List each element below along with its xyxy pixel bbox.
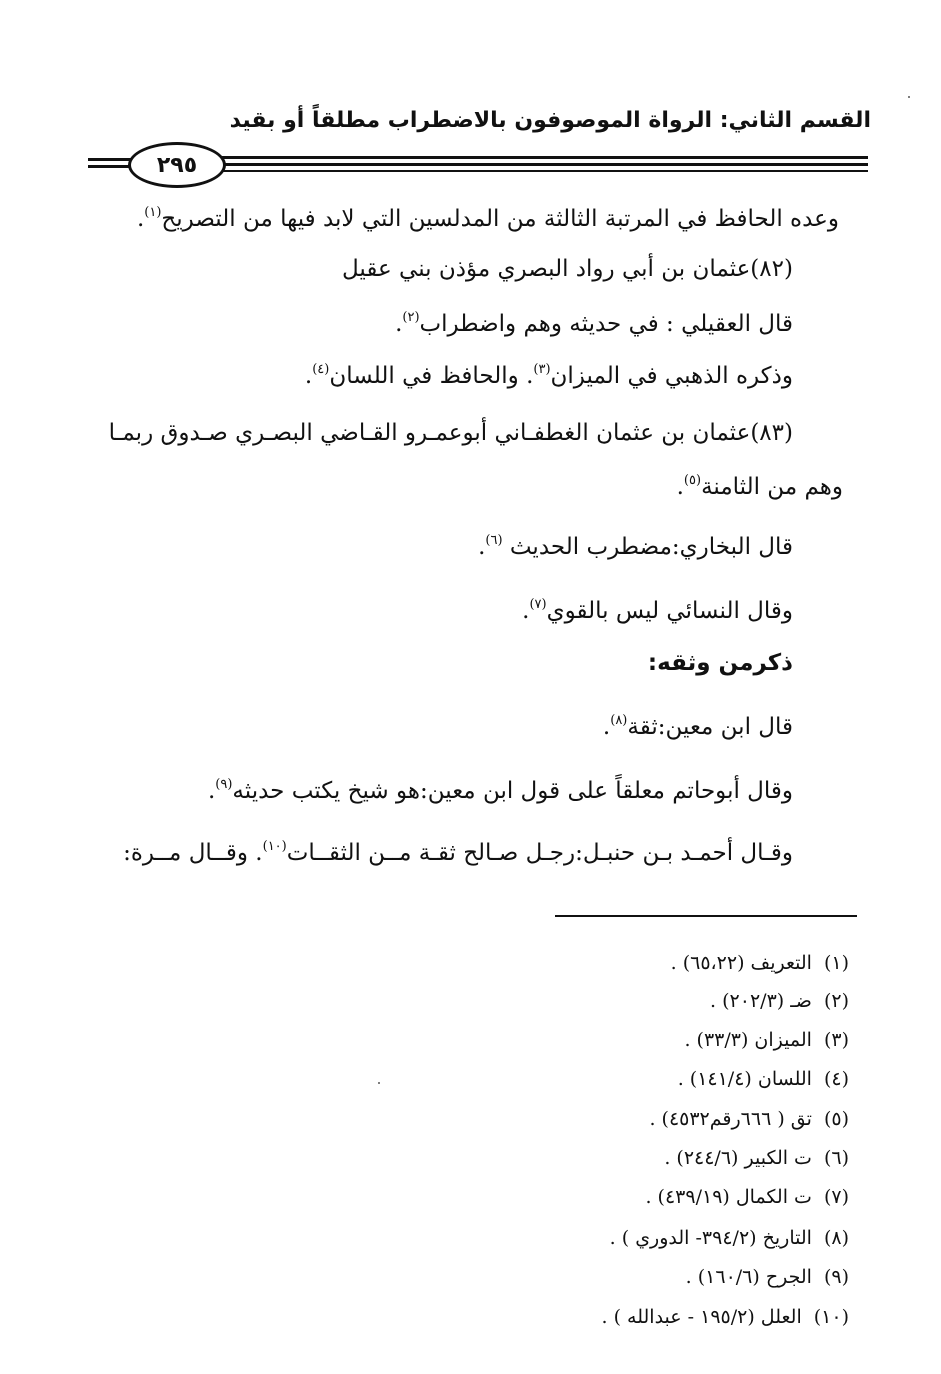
- body-line-11: [208, 770, 793, 806]
- body-line-1: [137, 198, 839, 234]
- footnote-text: الميزان (٣٣/٣) .: [684, 1029, 812, 1051]
- header-rule-left-bottom: [88, 165, 132, 168]
- body-line-text: وذكره الذهبي في الميزان: [550, 363, 793, 389]
- footnote-ref: (١٠): [262, 839, 287, 854]
- footnote-text: ضـ (٢٠٢/٣) .: [710, 990, 812, 1012]
- footnote-text: التعريف (٦٥،٢٢) .: [670, 952, 812, 974]
- footnote-6: [664, 1145, 849, 1171]
- footnote-text: تق ( ٦٦٦رقم٤٥٣٢) .: [649, 1108, 812, 1130]
- body-line-tail: . وقــال مــرة:: [123, 840, 263, 866]
- body-line-tail: .: [136, 206, 145, 232]
- section-heading-text: ذكرمن وثقه:: [647, 650, 793, 676]
- header-rule-left-top: [88, 158, 132, 161]
- body-line-tail: .: [676, 474, 684, 500]
- body-line-12: [123, 832, 793, 868]
- footnote-number: (٥): [823, 1108, 849, 1130]
- footnote-number: (٣): [823, 1029, 849, 1051]
- scan-speck: [378, 1082, 380, 1084]
- body-line-text: قال ابن معين:ثقة: [627, 714, 793, 740]
- body-line-tail: . والحافظ في اللسان: [329, 363, 534, 389]
- footnote-ref: (٢): [402, 310, 420, 325]
- footnote-number: (٦): [823, 1147, 849, 1169]
- body-line-4: [305, 355, 793, 391]
- body-line-10: [603, 706, 793, 742]
- section-heading: [648, 648, 793, 678]
- footnote-3: [684, 1027, 849, 1053]
- footnote-text: التاريخ (٣٩٤/٢- الدوري ) .: [609, 1227, 812, 1249]
- footnote-number: (٨): [823, 1227, 849, 1249]
- body-line-text: (٨٣)عثمان بن عثمان الغطفـاني أبوعمـرو القـاضي البصـري صـدوق ربمـا: [108, 420, 793, 446]
- footnote-10: [602, 1304, 850, 1330]
- body-line-tail: .: [395, 311, 403, 337]
- footnote-number: (٩): [823, 1266, 849, 1288]
- footnote-ref: (٩): [215, 777, 233, 792]
- body-line-text: قال البخاري:مضطرب الحديث: [502, 534, 793, 560]
- footnote-9: [686, 1264, 849, 1290]
- body-line-tail: .: [304, 363, 313, 389]
- body-line-tail: .: [522, 598, 530, 624]
- footnote-text: ت الكمال (٤٣٩/١٩) .: [645, 1186, 812, 1208]
- footnote-ref: (١): [144, 205, 162, 220]
- footnote-text: ت الكبير (٢٤٤/٦) .: [664, 1147, 812, 1169]
- footnote-text: الجرح (١٦٠/٦) .: [685, 1266, 812, 1288]
- body-line-text: وقال النسائي ليس بالقوي: [546, 598, 793, 624]
- footnote-4: [678, 1066, 849, 1092]
- body-line-2: [342, 254, 793, 284]
- body-line-text: وهم من الثامنة: [701, 474, 843, 500]
- body-line-tail: .: [602, 714, 611, 740]
- body-line-8: [522, 590, 793, 626]
- footnote-7: [645, 1184, 849, 1210]
- body-line-3: [395, 303, 793, 339]
- footnote-ref: (٥): [683, 473, 702, 488]
- running-header-title: القسم الثاني: الرواة الموصوفون بالاضطراب مطلقاً أو بقيد: [229, 108, 871, 133]
- footnote-text: العلل (١٩٥/٢ - عبدالله ) .: [601, 1306, 802, 1328]
- header-rule-right-middle: [220, 163, 868, 166]
- body-line-7: [478, 526, 793, 562]
- footnote-number: (٧): [823, 1186, 849, 1208]
- body-line-tail: .: [478, 534, 486, 560]
- footnote-1: [671, 950, 849, 976]
- scan-speck: [908, 96, 910, 98]
- body-line-text: وقال أبوحاتم معلقاً على قول ابن معين:هو شيخ يكتب حديثه: [232, 778, 793, 804]
- footnote-ref: (٧): [529, 597, 547, 612]
- footnote-8: [610, 1225, 849, 1251]
- footnote-ref: (٣): [533, 362, 551, 377]
- footnote-2: [710, 988, 849, 1014]
- body-line-text: (٨٢)عثمان بن أبي رواد البصري مؤذن بني عقيل: [342, 256, 793, 282]
- header-rule-right-bottom: [220, 170, 868, 172]
- footnote-ref: (٦): [485, 533, 503, 548]
- body-line-tail: .: [207, 778, 216, 804]
- body-line-text: قال العقيلي : في حديثه وهم واضطراب: [419, 311, 793, 337]
- page-number: ٢٩٥: [128, 142, 226, 188]
- footnote-ref: (٤): [312, 362, 330, 377]
- body-line-6: [677, 466, 843, 502]
- footnote-text: اللسان (١٤١/٤) .: [677, 1068, 812, 1090]
- body-line-text: وقـال أحمـد بـن حنبـل:رجـل صـالح ثقـة مــن الثقــات: [286, 840, 793, 866]
- header-rule-right-top: [220, 156, 868, 159]
- footnote-number: (١٠): [813, 1306, 849, 1328]
- body-line-5: [109, 418, 793, 448]
- footnote-number: (٤): [823, 1068, 849, 1090]
- footnote-number: (١): [823, 952, 849, 974]
- body-line-text: وعده الحافظ في المرتبة الثالثة من المدلسين التي لابد فيها من التصريح: [161, 206, 839, 232]
- footnote-ref: (٨): [610, 713, 628, 728]
- footnote-number: (٢): [823, 990, 849, 1012]
- footnote-separator: [555, 915, 857, 917]
- footnote-5: [649, 1106, 849, 1132]
- header-rule: [88, 142, 868, 192]
